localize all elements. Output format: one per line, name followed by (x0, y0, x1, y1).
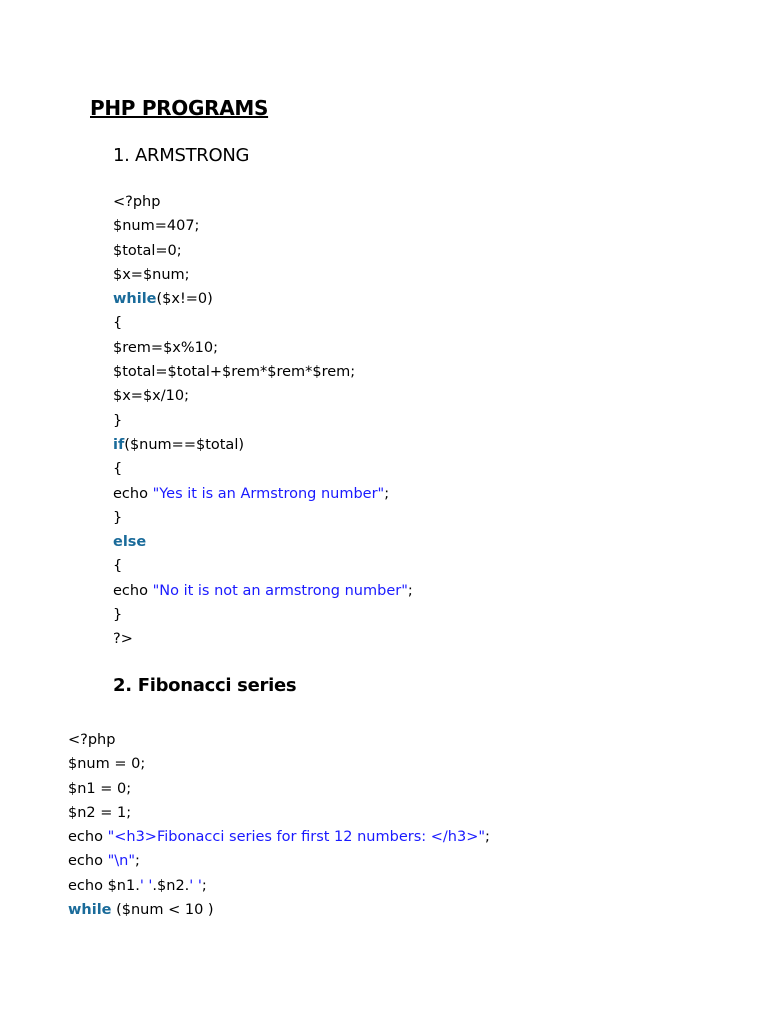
code-line (113, 603, 413, 627)
code-line (113, 360, 413, 384)
code-string: "No it is not an armstrong number" (152, 582, 408, 599)
code-text: echo (68, 853, 108, 870)
code-text: ?> (113, 631, 133, 648)
code-line (68, 728, 490, 752)
code-line (68, 777, 490, 801)
code-line (113, 190, 413, 214)
code-text: { (113, 315, 123, 332)
code-line (113, 336, 413, 360)
code-line (113, 627, 413, 651)
code-line (113, 384, 413, 408)
code-line (68, 801, 490, 825)
code-text: } (113, 412, 123, 429)
code-keyword: while (113, 291, 157, 308)
code-line (113, 311, 413, 335)
code-block-fibonacci (68, 728, 490, 922)
code-line (113, 579, 413, 603)
code-text: echo (113, 582, 153, 599)
code-keyword: while (68, 902, 112, 919)
code-line (113, 214, 413, 238)
section-heading-fibonacci: 2. Fibonacci series (113, 675, 297, 696)
code-text: } (113, 607, 123, 624)
code-text: $n2 = 1; (68, 804, 132, 821)
code-line (68, 849, 490, 873)
code-line (113, 506, 413, 530)
code-keyword: else (113, 534, 147, 551)
code-line (113, 239, 413, 263)
code-line (68, 874, 490, 898)
code-string: "Yes it is an Armstrong number" (152, 485, 385, 502)
code-line (113, 433, 413, 457)
code-text: ($num==$total) (124, 436, 245, 453)
code-line (68, 752, 490, 776)
code-text: { (113, 558, 123, 575)
code-text: } (113, 509, 123, 526)
code-text: ($x!=0) (156, 291, 213, 308)
code-string: ' ' (189, 877, 202, 894)
code-text: ($num < 10 ) (111, 902, 214, 919)
code-text: $total=0; (113, 242, 182, 259)
code-line (113, 263, 413, 287)
code-text: $num=407; (113, 218, 200, 235)
code-text: ; (135, 853, 140, 870)
code-text: $x=$x/10; (113, 388, 189, 405)
code-text: $n1 = 0; (68, 780, 132, 797)
code-text: $num = 0; (68, 756, 146, 773)
code-string: "\n" (107, 853, 135, 870)
code-text: ; (485, 829, 490, 846)
code-line (113, 457, 413, 481)
code-text: <?php (113, 194, 161, 210)
code-text: echo $n1. (68, 877, 140, 894)
code-text: ; (407, 582, 413, 599)
code-line (113, 287, 413, 311)
code-text: { (113, 461, 123, 478)
code-line (113, 530, 413, 554)
code-text: <?php (68, 732, 116, 748)
code-text: $x=$num; (113, 266, 190, 283)
code-line (113, 554, 413, 578)
document-title: PHP PROGRAMS (90, 96, 269, 120)
code-text: .$n2. (152, 877, 190, 894)
code-text: echo (68, 829, 108, 846)
code-line (68, 898, 490, 922)
code-keyword: if (113, 436, 125, 453)
code-line (113, 409, 413, 433)
code-text: $rem=$x%10; (113, 339, 218, 356)
code-block-armstrong (113, 190, 413, 652)
code-text: echo (113, 485, 153, 502)
code-string: ' ' (139, 877, 153, 894)
code-text: ; (201, 877, 207, 894)
code-string: "<h3>Fibonacci series for first 12 numbers: </h3>" (107, 829, 486, 846)
section-heading-armstrong: 1. ARMSTRONG (113, 145, 250, 166)
code-text: $total=$total+$rem*$rem*$rem; (113, 364, 356, 381)
code-text: ; (384, 485, 390, 502)
code-line (113, 482, 413, 506)
code-line (68, 825, 490, 849)
